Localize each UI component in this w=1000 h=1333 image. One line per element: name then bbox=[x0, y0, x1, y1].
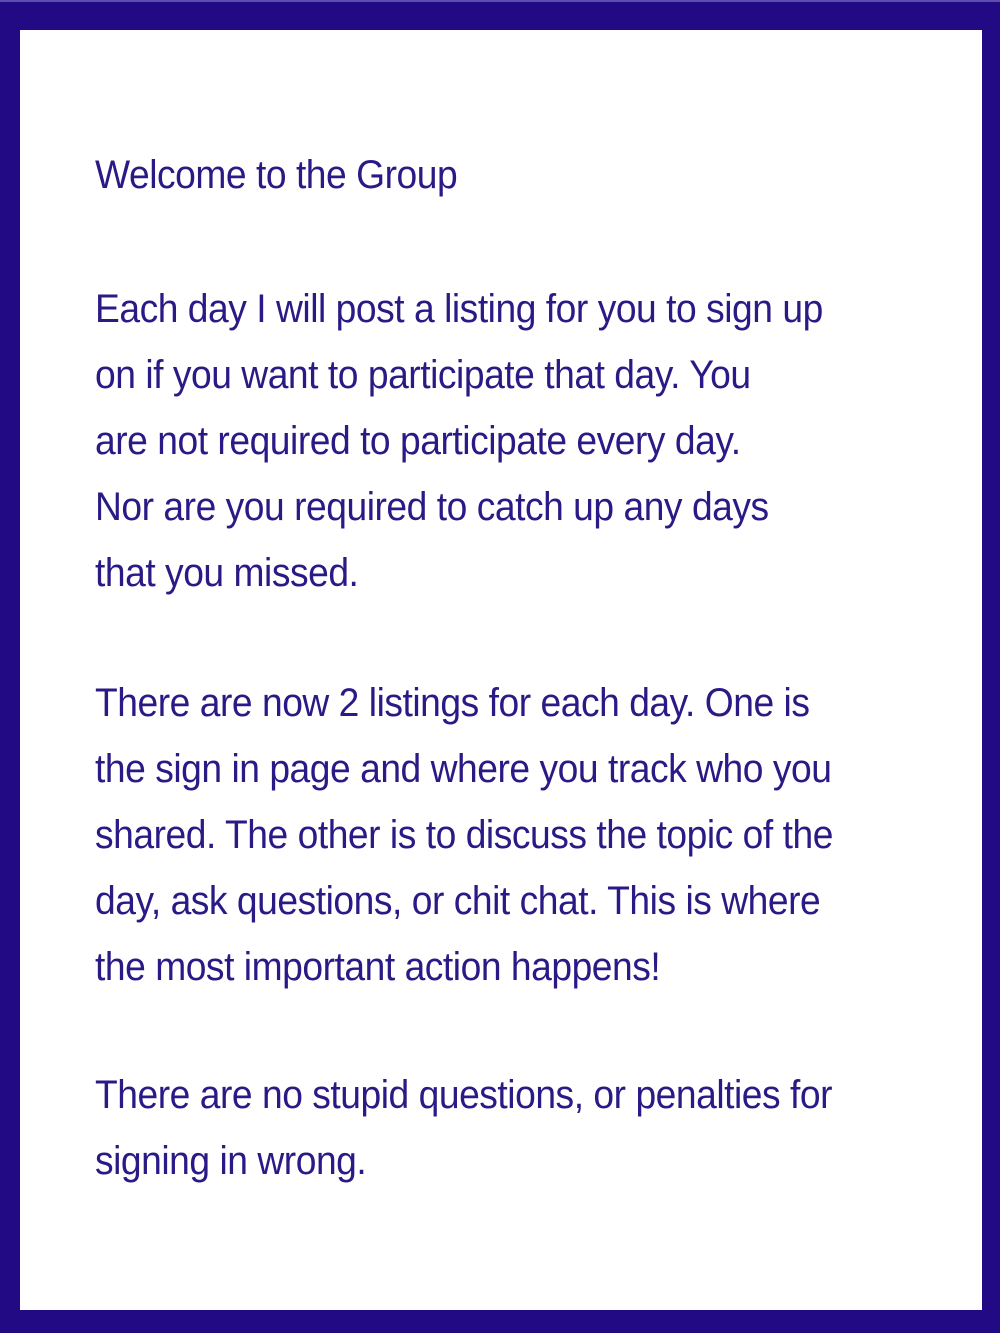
paragraph-line: on if you want to participate that day. You bbox=[95, 353, 751, 397]
title-line: Welcome to the Group bbox=[95, 153, 458, 197]
paragraph-line: signing in wrong. bbox=[95, 1139, 367, 1183]
notice-title bbox=[95, 142, 895, 208]
paragraph-listings bbox=[95, 670, 895, 1000]
paragraph-line: the sign in page and where you track who you bbox=[95, 747, 832, 791]
paragraph-line: shared. The other is to discuss the topic of the bbox=[95, 813, 833, 857]
paragraph-questions bbox=[95, 1062, 895, 1194]
paragraph-line: There are no stupid questions, or penalties for bbox=[95, 1073, 833, 1117]
paragraph-line: are not required to participate every day. bbox=[95, 419, 741, 463]
paragraph-line: the most important action happens! bbox=[95, 945, 661, 989]
paragraph-line: that you missed. bbox=[95, 551, 359, 595]
paragraph-line: There are now 2 listings for each day. One is bbox=[95, 681, 810, 725]
paragraph-line: Each day I will post a listing for you to sign up bbox=[95, 287, 823, 331]
paragraph-line: day, ask questions, or chit chat. This is where bbox=[95, 879, 821, 923]
notice-card bbox=[20, 30, 982, 1310]
paragraph-line: Nor are you required to catch up any days bbox=[95, 485, 769, 529]
paragraph-signup bbox=[95, 276, 895, 606]
